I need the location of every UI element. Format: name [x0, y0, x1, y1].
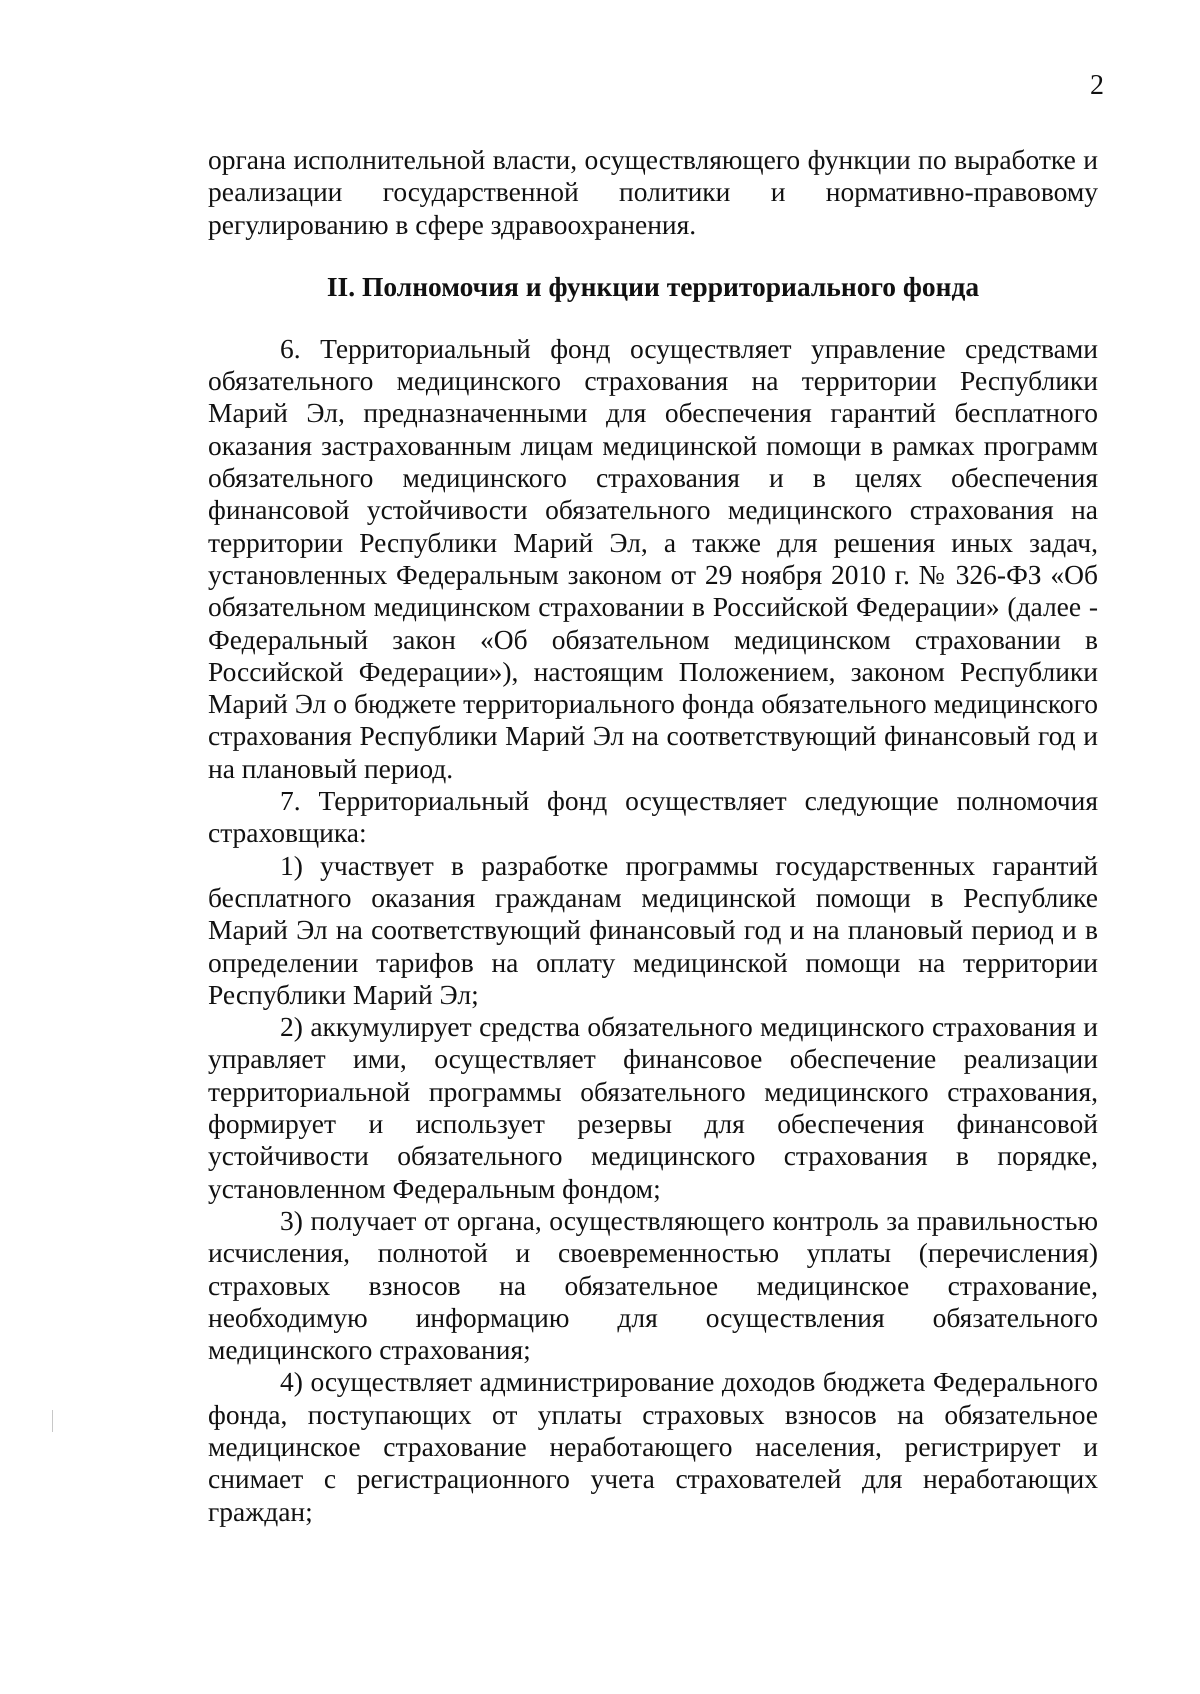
- paragraph-item-6: 6. Территориальный фонд осуществляет управление средствами обязательного медицинского страхования на территории Республики Марий Эл, предназначенными для обеспечения гарантий бесплатного оказания застрахованным лицам медицинской помощи в рамках программ обязательного медицинского страхования и в целях обеспечения финансовой устойчивости обязательного медицинского страхования на территории Республики Марий Эл, а также для решения иных задач, установленных Федеральным законом от 29 ноября 2010 г. № 326-ФЗ «Об обязательном медицинском страховании в Российской Федерации» (далее - Федеральный закон «Об обязательном медицинском страховании в Российской Федерации»), настоящим Положением, законом Республики Марий Эл о бюджете территориального фонда обязательного медицинского страхования Республики Марий Эл на соответствующий финансовый год и на плановый период.: [208, 332, 1098, 784]
- scan-artifact-mark: [52, 1410, 53, 1432]
- subparagraph-item-3: 3) получает от органа, осуществляющего контроль за правильностью исчисления, полнотой и своевременностью уплаты (перечисления) страховых взносов на обязательное медицинское страхование, необходимую информацию для осуществления обязательного медицинского страхования;: [208, 1204, 1098, 1366]
- continuation-paragraph: органа исполнительной власти, осуществляющего функции по выработке и реализации государственной политики и нормативно-правовому регулированию в сфере здравоохранения.: [208, 144, 1098, 240]
- subparagraph-item-1: 1) участвует в разработке программы государственных гарантий бесплатного оказания гражданам медицинской помощи в Республике Марий Эл на соответствующий финансовый год и на плановый период и в определении тарифов на оплату медицинской помощи на территории Республики Марий Эл;: [208, 849, 1098, 1010]
- paragraph-item-7: 7. Территориальный фонд осуществляет следующие полномочия страховщика:: [208, 785, 1098, 849]
- document-body: [208, 144, 1098, 1528]
- section-heading: II. Полномочия и функции территориального фонда: [326, 270, 980, 302]
- page-number: 2: [1090, 70, 1104, 101]
- subparagraph-item-4: 4) осуществляет администрирование доходов бюджета Федерального фонда, поступающих от уплаты страховых взносов на обязательное медицинское страхование неработающего населения, регистрирует и снимает с регистрационного учета страхователей для неработающих граждан;: [208, 1366, 1098, 1527]
- subparagraph-item-2: 2) аккумулирует средства обязательного медицинского страхования и управляет ими, осуществляет финансовое обеспечение реализации территориальной программы обязательного медицинского страхования, формирует и использует резервы для обеспечения финансовой устойчивости обязательного медицинского страхования в порядке, установленном Федеральным фондом;: [208, 1011, 1098, 1204]
